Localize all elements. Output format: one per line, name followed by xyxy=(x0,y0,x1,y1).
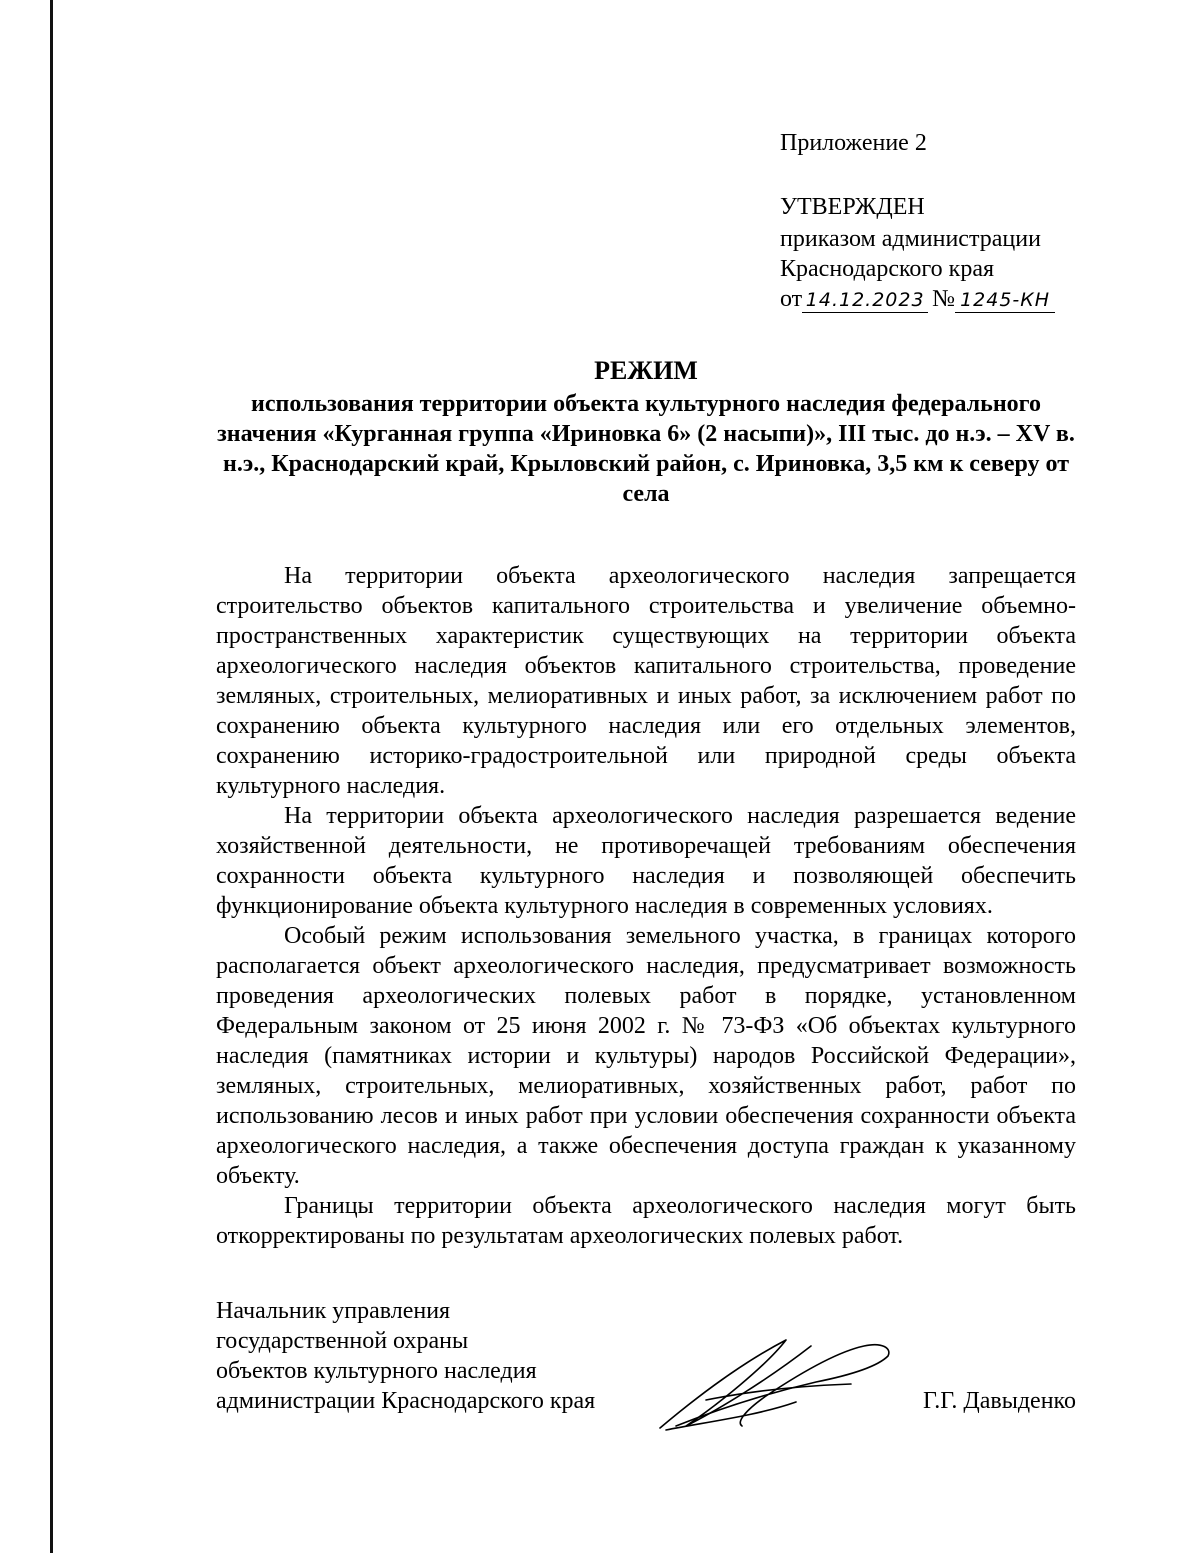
signatory-position xyxy=(216,1296,595,1416)
order-date-handwritten: 14.12.2023 xyxy=(802,288,928,313)
body-paragraph-1: На территории объекта археологического наследия запрещается строительство объектов капитального строительства и увеличение объемно-пространственных характеристик существующих на территории объекта археологического наследия объектов капитального строительства, проведение земляных, строительных, мелиоративных и иных работ, за исключением работ по сохранению объекта культурного наследия или его отдельных элементов, сохранению историко-градостроительной или природной среды объекта культурного наследия. xyxy=(216,563,1076,799)
document-subtitle: использования территории объекта культурного наследия федерального значения «Курганная группа «Ириновка 6» (2 насыпи)», III тыс. до н.э. – XV в. н.э., Краснодарский край, Крыловский район, с. Ириновка, 3,5 км к северу от села xyxy=(217,391,1075,507)
document-body xyxy=(216,561,1076,1251)
approved-by-line-1: приказом администрации xyxy=(780,226,1041,252)
document-title-block xyxy=(216,355,1076,509)
position-line-3: объектов культурного наследия xyxy=(216,1358,537,1384)
document-title: РЕЖИМ xyxy=(594,356,698,385)
approved-label: УТВЕРЖДЕН xyxy=(780,194,925,220)
position-line-2: государственной охраны xyxy=(216,1328,469,1354)
approval-header xyxy=(780,128,1055,314)
position-line-1: Начальник управления xyxy=(216,1298,451,1324)
order-number-handwritten: 1245-КН xyxy=(955,288,1055,313)
body-paragraph-4: Границы территории объекта археологического наследия могут быть откорректированы по результатам археологических полевых работ. xyxy=(216,1193,1076,1249)
handwritten-signature xyxy=(646,1326,896,1436)
number-sign: № xyxy=(932,286,956,312)
scan-edge-line xyxy=(50,0,53,1553)
position-line-4: администрации Краснодарского края xyxy=(216,1388,596,1414)
body-paragraph-2: На территории объекта археологического наследия разрешается ведение хозяйственной деятельности, не противоречащей требованиям обеспечения сохранности объекта культурного наследия и позволяющей обеспечить функционирование объекта культурного наследия в современных условиях. xyxy=(216,803,1076,919)
annex-label: Приложение 2 xyxy=(780,130,927,156)
approved-by-line-2: Краснодарского края xyxy=(780,256,995,282)
order-date-number-line xyxy=(780,284,1055,314)
signatory-name: Г.Г. Давыденко xyxy=(923,1388,1076,1414)
date-prefix: от xyxy=(780,286,803,312)
signature-block xyxy=(216,1296,1076,1446)
body-paragraph-3: Особый режим использования земельного участка, в границах которого располагается объект археологического наследия, предусматривает возможность проведения археологических полевых работ в порядке, установленном Федеральным законом от 25 июня 2002 г. № 73-ФЗ «Об объектах культурного наследия (памятниках истории и культуры) народов Российской Федерации», земляных, строительных, мелиоративных, хозяйственных работ, работ по использованию лесов и иных работ при условии обеспечения сохранности объекта археологического наследия, а также обеспечения доступа граждан к указанному объекту. xyxy=(216,923,1076,1189)
